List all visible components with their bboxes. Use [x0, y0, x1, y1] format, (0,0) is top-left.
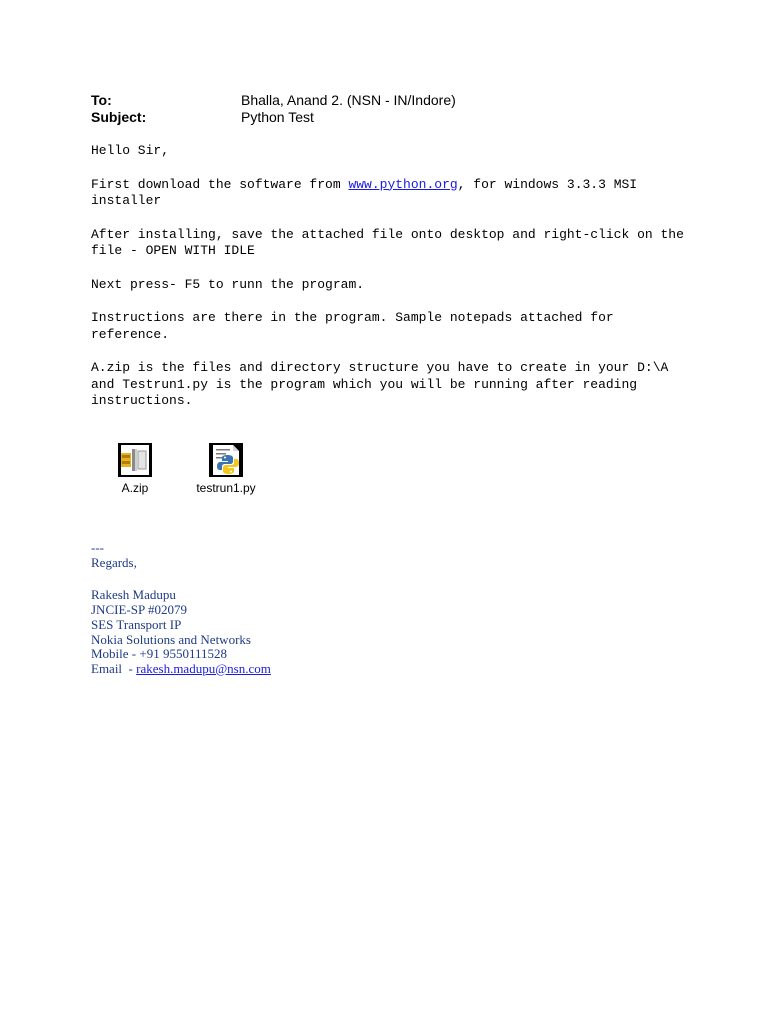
attachment-testrun1-py[interactable] — [180, 443, 272, 495]
subject-value: Python Test — [241, 109, 314, 125]
paragraph-instructions: Instructions are there in the program. Sample notepads attached for reference. — [91, 310, 622, 342]
signature-dept: SES Transport IP — [91, 616, 182, 632]
to-row — [91, 92, 456, 109]
attachment-label: testrun1.py — [196, 481, 256, 495]
greeting: Hello Sir, — [91, 143, 170, 158]
python-org-link[interactable]: www.python.org — [348, 176, 458, 192]
to-label: To: — [91, 92, 112, 108]
signature-dashes: --- — [91, 540, 104, 555]
email-body — [91, 143, 691, 427]
to-value: Bhalla, Anand 2. (NSN - IN/Indore) — [241, 92, 456, 108]
signature-regards: Regards, — [91, 554, 137, 570]
attachment-label: A.zip — [121, 481, 149, 495]
signature-cert: JNCIE-SP #02079 — [91, 602, 187, 618]
paragraph-install: After installing, save the attached file onto desktop and right-click on the file - OPEN WITH IDLE — [91, 226, 692, 258]
signature — [91, 541, 271, 677]
paragraph-run: Next press- F5 to runn the program. — [91, 276, 365, 292]
email-header — [91, 92, 456, 126]
subject-row — [91, 109, 456, 126]
email-link[interactable]: rakesh.madupu@nsn.com — [136, 660, 271, 676]
signature-mobile: Mobile - +91 9550111528 — [91, 646, 227, 662]
signature-name: Rakesh Madupu — [91, 587, 176, 603]
paragraph-download-start: First download the software from — [91, 176, 349, 192]
signature-email-label: Email - — [91, 660, 137, 676]
paragraph-download — [91, 177, 691, 210]
paragraph-download-end: , for windows 3.3.3 MSI installer — [91, 176, 645, 208]
signature-company: Nokia Solutions and Networks — [91, 631, 251, 647]
paragraph-structure: A.zip is the files and directory structure you have to create in your D:\A and Testrun1.py is the program which you will be running after reading instructions. — [91, 360, 677, 408]
attachments — [90, 443, 272, 495]
python-file-icon — [209, 443, 243, 477]
subject-label: Subject: — [91, 109, 147, 125]
attachment-a-zip[interactable] — [90, 443, 180, 495]
zip-archive-icon — [118, 443, 152, 477]
signature-email-row — [91, 662, 271, 677]
